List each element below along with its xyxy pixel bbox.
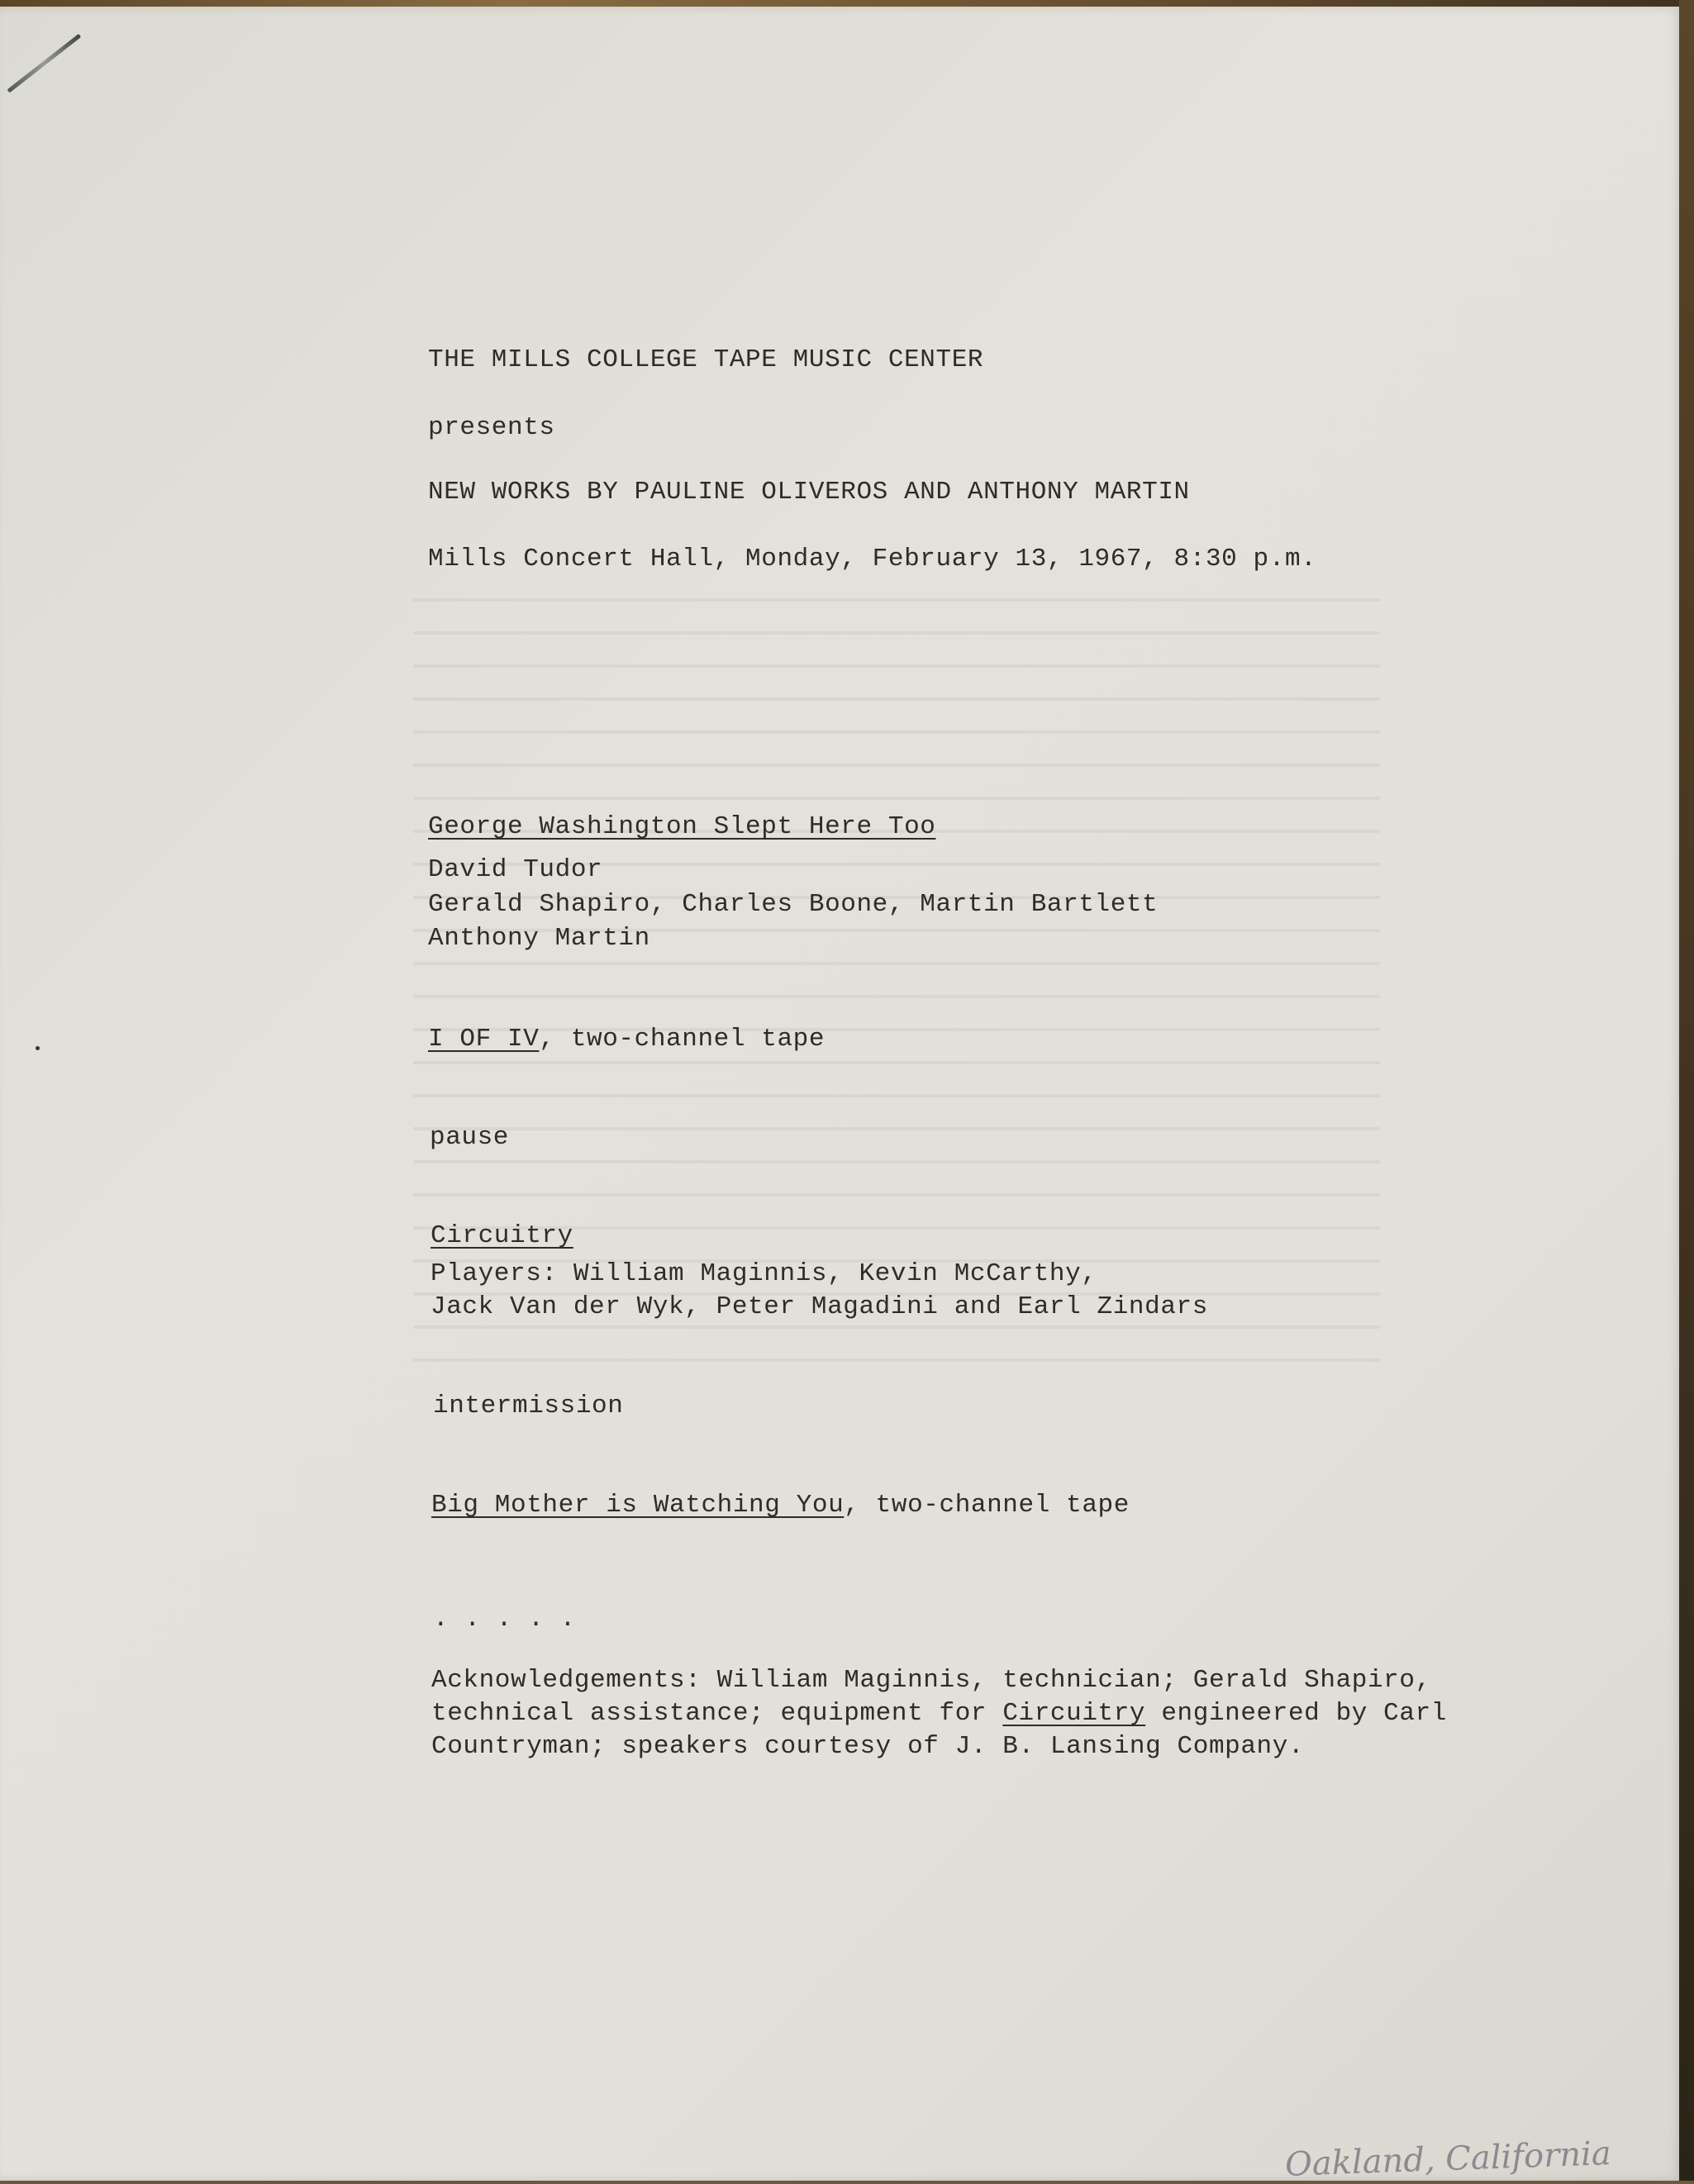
- acknowledgements-line: Countryman; speakers courtesy of J. B. Lansing Company.: [431, 1732, 1305, 1761]
- performer-line: David Tudor: [428, 855, 603, 884]
- org-heading: THE MILLS COLLEGE TAPE MUSIC CENTER: [428, 345, 984, 374]
- paper-speck: [36, 1046, 40, 1050]
- piece-title-big-mother: Big Mother is Watching You: [431, 1491, 845, 1520]
- piece-title-circuitry: Circuitry: [431, 1221, 573, 1250]
- pause-text: pause: [430, 1123, 510, 1152]
- piece-title-george-washington: George Washington Slept Here Too: [428, 812, 936, 841]
- piece-detail: , two-channel tape: [539, 1025, 826, 1054]
- ack-circuitry-title: Circuitry: [1002, 1699, 1146, 1728]
- performer-line: Gerald Shapiro, Charles Boone, Martin Bartlett: [428, 890, 1159, 919]
- handwritten-location-note: Oakland, California: [1284, 2134, 1612, 2184]
- players-line: Players: William Maginnis, Kevin McCarthy,: [431, 1259, 1097, 1288]
- acknowledgements-line: Acknowledgements: William Maginnis, technician; Gerald Shapiro,: [431, 1666, 1431, 1695]
- piece-big-mother: [431, 1489, 1130, 1522]
- concert-title: NEW WORKS BY PAULINE OLIVEROS AND ANTHONY MARTIN: [428, 478, 1190, 507]
- paper-sheet: [0, 7, 1682, 2181]
- acknowledgements-line: [431, 1697, 1447, 1730]
- players-line: Jack Van der Wyk, Peter Magadini and Earl Zindars: [431, 1292, 1208, 1321]
- piece-i-of-iv: [428, 1023, 825, 1056]
- performer-line: Anthony Martin: [428, 924, 650, 953]
- intermission-text: intermission: [433, 1392, 624, 1420]
- piece-title-i-of-iv: I OF IV: [428, 1025, 540, 1054]
- venue-date: Mills Concert Hall, Monday, February 13, 1967, 8:30 p.m.: [428, 545, 1317, 573]
- background-surface-right: [1679, 0, 1694, 2181]
- piece-detail: , two-channel tape: [844, 1491, 1130, 1520]
- separator-dots: . . . . .: [433, 1605, 576, 1634]
- ack-text: engineered by Carl: [1145, 1699, 1447, 1728]
- staple: [7, 34, 81, 93]
- presents-text: presents: [428, 413, 555, 442]
- ack-text: technical assistance; equipment for: [431, 1699, 1003, 1728]
